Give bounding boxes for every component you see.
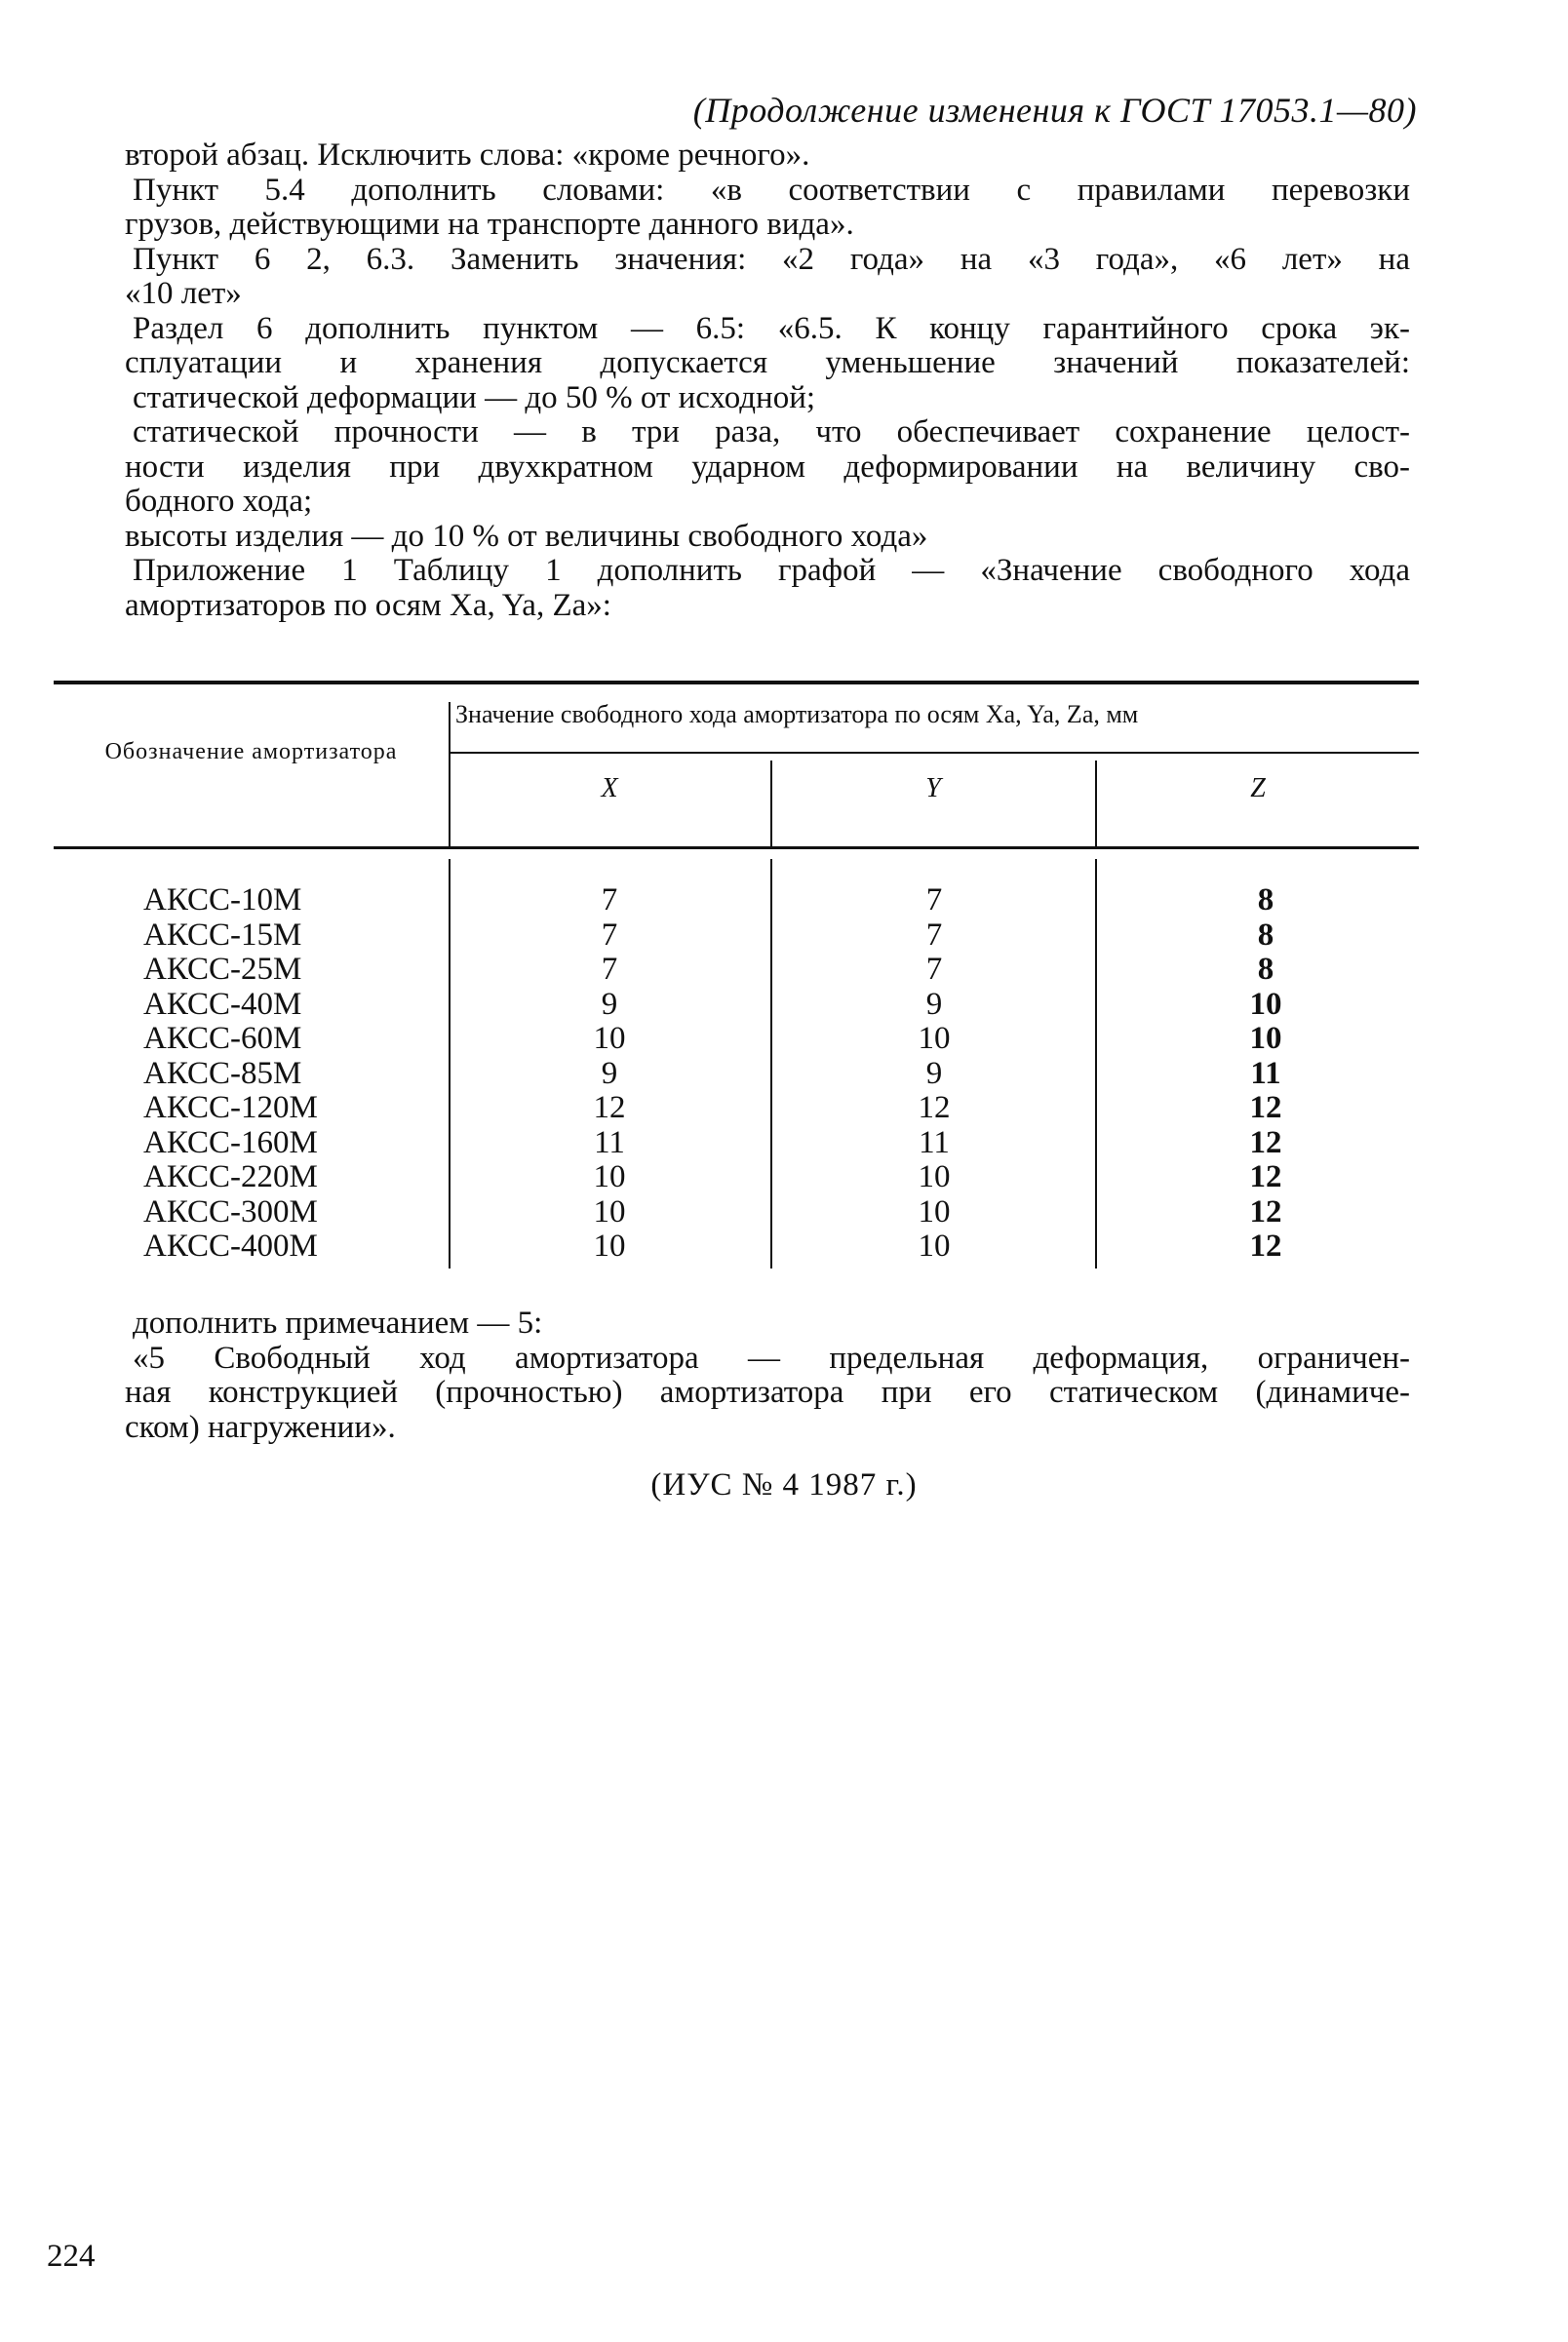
table-row	[54, 1230, 1419, 1265]
table-row	[54, 988, 1419, 1023]
cell-y: 11	[919, 1124, 950, 1160]
column-header-z: Z	[1250, 773, 1266, 803]
cell-x: 12	[593, 1090, 626, 1125]
cell-designation: АКСС-120М	[143, 1090, 318, 1125]
cell-designation: АКСС-400М	[143, 1229, 318, 1264]
cell-y: 7	[925, 952, 943, 987]
amendment-text	[125, 138, 1410, 623]
cell-y: 10	[918, 1021, 951, 1056]
text-line: дополнить примечанием — 5:	[133, 1306, 543, 1341]
text-line: статической прочности — в три раза, что обеспечивает сохранение целост-	[133, 414, 1410, 449]
cell-z: 12	[1249, 1159, 1282, 1194]
text-line: «10 лет»	[125, 276, 242, 311]
cell-z: 12	[1249, 1124, 1282, 1160]
text-line: бодного хода;	[125, 484, 313, 519]
table-row	[54, 1160, 1419, 1195]
text-line: высоты изделия — до 10 % от величины свободного хода»	[125, 518, 928, 554]
cell-x: 10	[593, 1159, 626, 1194]
text-line: грузов, действующими на транспорте данного вида».	[125, 207, 854, 242]
table-row	[54, 883, 1419, 918]
cell-z: 12	[1249, 1193, 1282, 1230]
cell-z: 8	[1257, 952, 1274, 987]
cell-designation: АКСС-25М	[143, 952, 302, 987]
cell-x: 10	[593, 1229, 626, 1264]
cell-designation: АКСС-60М	[143, 1021, 302, 1056]
cell-designation: АКСС-40М	[143, 986, 302, 1022]
column-header-designation: Обозначение амортизатора	[104, 739, 398, 764]
cell-y: 7	[925, 917, 943, 953]
table-row	[54, 953, 1419, 988]
text-line: Приложение 1 Таблицу 1 дополнить графой — «Значение свободного хода	[133, 553, 1410, 588]
cell-x: 7	[601, 882, 618, 917]
text-line: Пункт 5.4 дополнить словами: «в соответствии с правилами перевозки	[133, 172, 1410, 208]
table-row	[54, 1195, 1419, 1230]
cell-z: 10	[1249, 1021, 1282, 1056]
text-line: Пункт 6 2, 6.3. Заменить значения: «2 года» на «3 года», «6 лет» на	[133, 241, 1410, 277]
cell-y: 10	[918, 1159, 951, 1194]
free-travel-table	[54, 681, 1419, 1275]
cell-y: 12	[918, 1090, 951, 1125]
cell-x: 11	[594, 1124, 625, 1160]
cell-y: 10	[918, 1229, 951, 1264]
cell-x: 7	[601, 917, 618, 953]
text-line: Раздел 6 дополнить пунктом — 6.5: «6.5. К концу гарантийного срока эк-	[133, 310, 1410, 346]
table-group-rule	[449, 752, 1419, 754]
cell-designation: АКСС-160М	[143, 1124, 318, 1160]
cell-designation: АКСС-15М	[143, 917, 302, 953]
page-header: (Продолжение изменения к ГОСТ 17053.1—80)	[692, 91, 1417, 130]
table-row	[54, 918, 1419, 954]
table-row	[54, 1057, 1419, 1092]
cell-designation: АКСС-10М	[143, 882, 302, 917]
cell-x: 9	[601, 986, 618, 1022]
cell-y: 9	[925, 986, 943, 1022]
cell-z: 12	[1249, 1090, 1282, 1125]
text-line: «5 Свободный ход амортизатора — предельная деформация, ограничен-	[133, 1340, 1410, 1376]
cell-y: 7	[925, 882, 943, 917]
cell-x: 9	[601, 1055, 618, 1091]
text-line: второй абзац. Исключить слова: «кроме речного».	[125, 137, 810, 173]
cell-x: 10	[593, 1021, 626, 1056]
table-row	[54, 1022, 1419, 1057]
table-body	[54, 883, 1419, 1265]
cell-z: 8	[1257, 882, 1274, 917]
column-group-header: Значение свободного хода амортизатора по осям Xa, Ya, Za, мм	[455, 700, 1139, 728]
cell-z: 10	[1249, 986, 1282, 1022]
note-text	[125, 1307, 1410, 1445]
cell-x: 7	[601, 952, 618, 987]
cell-z: 11	[1250, 1055, 1281, 1091]
cell-z: 8	[1257, 917, 1274, 953]
text-line: амортизаторов по осям Xa, Ya, Za»:	[125, 587, 611, 623]
source-reference: (ИУС № 4 1987 г.)	[650, 1467, 918, 1503]
cell-y: 9	[925, 1055, 943, 1091]
page-number: 224	[47, 2239, 96, 2274]
cell-designation: АКСС-220М	[143, 1159, 318, 1194]
column-header-x: X	[601, 773, 618, 803]
text-line: сплуатации и хранения допускается уменьшение значений показателей:	[125, 345, 1410, 380]
cell-y: 10	[918, 1193, 951, 1230]
text-line: ная конструкцией (прочностью) амортизатора при его статическом (динамиче-	[125, 1375, 1410, 1410]
text-line: статической деформации — до 50 % от исходной;	[133, 379, 816, 415]
cell-designation: АКСС-85М	[143, 1055, 302, 1091]
text-line: ности изделия при двухкратном ударном деформировании на величину сво-	[125, 449, 1410, 485]
cell-designation: АКСС-300М	[143, 1193, 318, 1230]
table-header-rule	[54, 846, 1419, 849]
cell-x: 10	[593, 1193, 626, 1230]
table-top-rule	[54, 681, 1419, 684]
text-line: ском) нагружении».	[125, 1409, 396, 1445]
column-header-y: Y	[925, 773, 941, 803]
cell-z: 12	[1249, 1229, 1282, 1264]
table-row	[54, 1126, 1419, 1161]
table-row	[54, 1091, 1419, 1126]
